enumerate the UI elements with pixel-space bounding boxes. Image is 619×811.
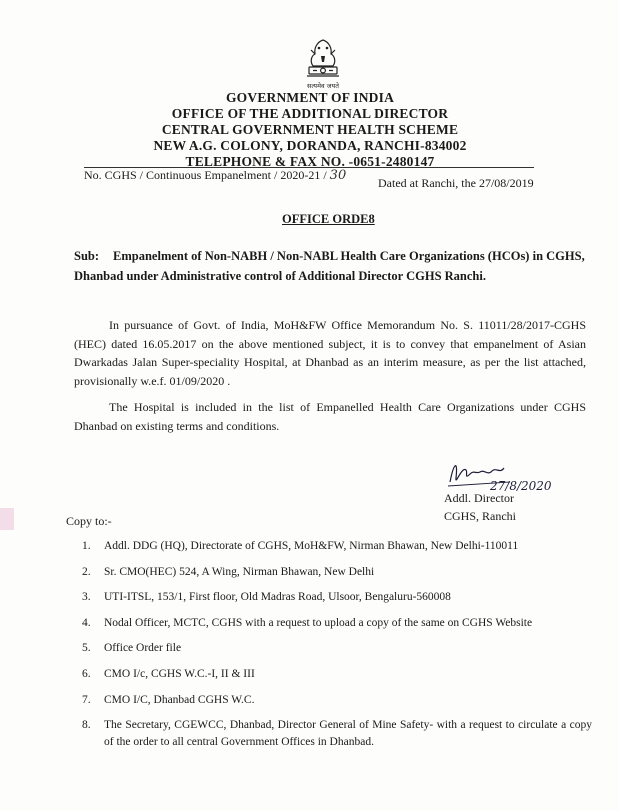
- signatory-designation: Addl. Director: [444, 491, 514, 505]
- header-line-government: GOVERNMENT OF INDIA: [225, 90, 395, 105]
- header-line-office: OFFICE OF THE ADDITIONAL DIRECTOR: [171, 106, 449, 121]
- emblem-motto: सत्यमेव जयते: [307, 82, 339, 90]
- list-item: 8. The Secretary, CGEWCC, Dhanbad, Director General of Mine Safety- with a request to circulate a copy of the order to all central Government Offices in Dhanbad.: [82, 719, 592, 749]
- body-paragraph-2: The Hospital is included in the list of Empanelled Health Care Organizations under CGHS Dhanbad on existing terms and conditions.: [74, 400, 586, 433]
- list-item: 4. Nodal Officer, MCTC, CGHS with a request to upload a copy of the same on CGHS Website: [82, 616, 533, 629]
- copy-to-list: [82, 538, 592, 760]
- signature-handwritten-date: 27/8/2020: [490, 479, 552, 493]
- date-line: Dated at Ranchi, the 27/08/2019: [378, 176, 534, 190]
- list-item: 1. Addl. DDG (HQ), Directorate of CGHS, MoH&FW, Nirman Bhawan, New Delhi-110011: [82, 540, 519, 552]
- signatory-office: CGHS, Ranchi: [444, 509, 516, 523]
- header-telephone: TELEPHONE & FAX NO. -0651-2480147: [185, 154, 435, 169]
- ashoka-emblem-icon: [297, 36, 349, 98]
- margin-stain: [0, 508, 14, 530]
- body-paragraph-1: In pursuance of Govt. of India, MoH&FW Office Memorandum No. S. 11011/28/2017-CGHS (HEC) dated 16.05.2017 on the above mentioned subject, it is to convey that empanelment of Asian Dwarkadas Jalan Super-speciality Hospital, at Dhanbad as an interim measure, as per the list attached, provisionally w.e.f. 01/09/2020 .: [74, 318, 586, 388]
- reference-number: [84, 168, 346, 183]
- signature-block: [444, 489, 516, 525]
- subject-text: Empanelment of Non-NABH / Non-NABL Health Care Organizations (HCOs) in CGHS, Dhanbad under Administrative control of Additional Director CGHS Ranchi.: [74, 249, 585, 283]
- list-item: 6. CMO I/c, CGHS W.C.-I, II & III: [82, 667, 255, 680]
- header-line-scheme: CENTRAL GOVERNMENT HEALTH SCHEME: [161, 122, 459, 137]
- reference-prefix: No. CGHS / Continuous Empanelment / 2020-21 /: [84, 168, 327, 182]
- subject-label: Sub:: [74, 249, 100, 263]
- copy-to-label: Copy to:-: [66, 514, 112, 528]
- document-title: OFFICE ORDE8: [282, 212, 375, 226]
- header-line-address: NEW A.G. COLONY, DORANDA, RANCHI-834002: [153, 138, 467, 153]
- list-item: 5. Office Order file: [82, 642, 182, 655]
- list-item: 2. Sr. CMO(HEC) 524, A Wing, Nirman Bhawan, New Delhi: [82, 565, 375, 578]
- subject-line: [74, 246, 586, 286]
- letterhead: [150, 90, 470, 170]
- list-item: 7. CMO I/C, Dhanbad CGHS W.C.: [82, 693, 255, 706]
- list-item: 3. UTI-ITSL, 153/1, First floor, Old Madras Road, Ulsoor, Bengaluru-560008: [82, 591, 451, 604]
- handwritten-order-number: 30: [329, 168, 347, 183]
